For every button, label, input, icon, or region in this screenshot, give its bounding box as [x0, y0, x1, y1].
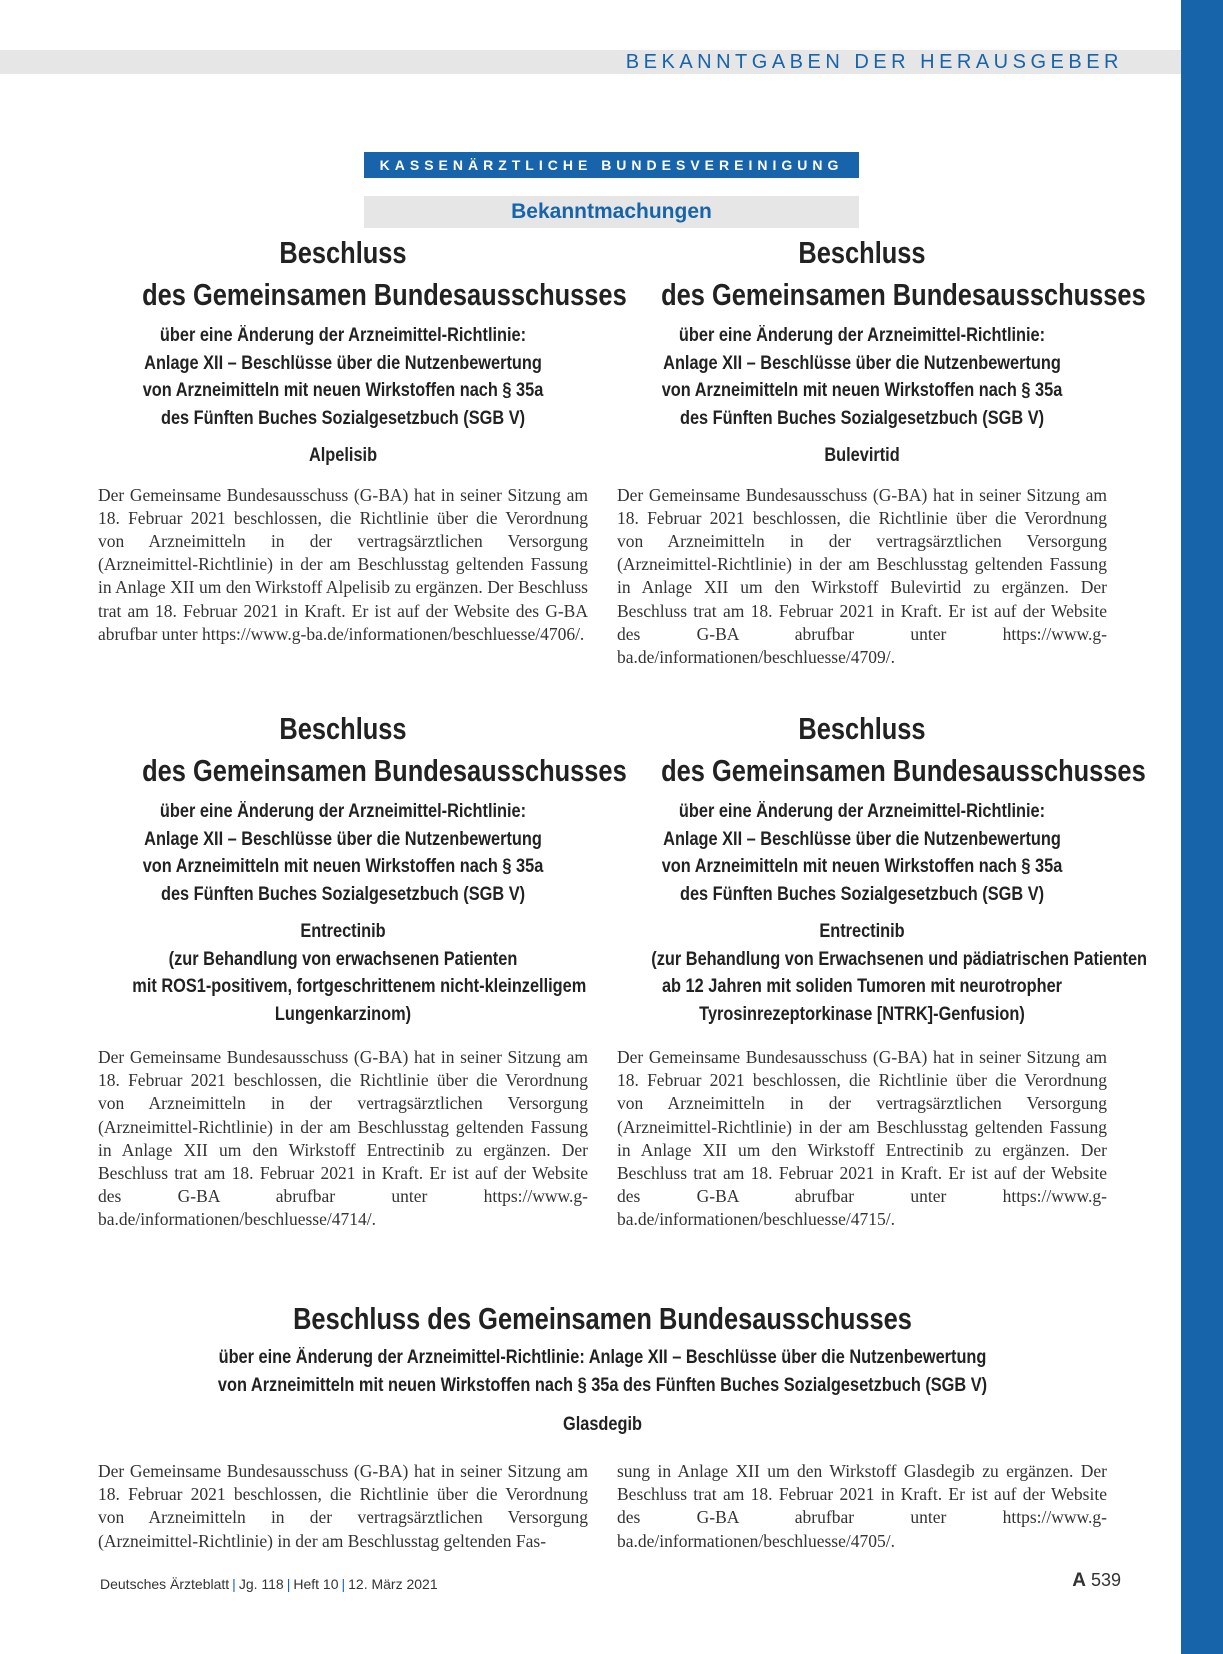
notice-glasdegib [98, 1298, 1107, 1439]
notice-body: Der Gemeinsame Bundesausschuss (G-BA) hat in seiner Sitzung am 18. Februar 2021 beschlossen, die Richtlinie über die Verordnung von Arzneimitteln in der vertragsärztlichen Versorgung (Arzneimittel-Richtlinie) in der am Beschlusstag geltenden Fassung in Anlage XII um den Wirkstoff Entrectinib zu ergänzen. Der Beschluss trat am 18. Februar 2021 in Kraft. Er ist auf der Website des G-BA abrufbar unter https://www.g-ba.de/informationen/beschluesse/4714/. [98, 1047, 588, 1230]
subtitle-line: über eine Änderung der Arzneimittel-Richtlinie: Anlage XII – Beschlüsse über die Nutzenbewertung [218, 1347, 987, 1368]
notice-alpelisib [98, 232, 627, 646]
journal-volume: Jg. 118 [238, 1576, 284, 1592]
page-number-value: 539 [1090, 1570, 1121, 1590]
section-banner: Bekanntmachungen [364, 196, 859, 228]
notice-drug-name [132, 442, 553, 470]
subtitle-line: Anlage XII – Beschlüsse über die Nutzenbewertung [663, 828, 1061, 850]
subtitle-line: Anlage XII – Beschlüsse über die Nutzenbewertung [144, 828, 542, 850]
journal-name: Deutsches Ärzteblatt [100, 1576, 230, 1592]
notice-entrectinib-ntrk [617, 708, 1148, 1232]
notice-subtitle [651, 322, 1072, 432]
notice-body: Der Gemeinsame Bundesausschuss (G-BA) hat in seiner Sitzung am 18. Februar 2021 beschlossen, die Richtlinie über die Verordnung von Arzneimitteln in der vertragsärztlichen Versorgung (Arzneimittel-Richtlinie) in der am Beschlusstag geltenden Fassung in Anlage XII um den Wirkstoff Alpelisib zu ergänzen. Der Beschluss trat am 18. Februar 2021 in Kraft. Er ist auf der Website des G-BA abrufbar unter https://www.g-ba.de/informationen/beschluesse/4706/. [98, 484, 588, 644]
drug-line: (zur Behandlung von Erwachsenen und pädiatrischen Patienten [651, 948, 1148, 970]
notice-drug-name [169, 1411, 1037, 1439]
drug-line: Alpelisib [308, 445, 378, 466]
notice-drug-name [651, 442, 1072, 470]
notice-title-line-1: Beschluss [279, 711, 407, 746]
running-head: BEKANNTGABEN DER HERAUSGEBER [625, 51, 1123, 73]
subtitle-line: von Arzneimitteln mit neuen Wirkstoffen nach § 35a des Fünften Buches Sozialgesetzbuch (SGB V) [217, 1374, 988, 1396]
notice-bulevirtid [617, 232, 1146, 669]
page-prefix: A [1072, 1570, 1086, 1591]
subtitle-line: von Arzneimitteln mit neuen Wirkstoffen nach § 35a [142, 856, 544, 877]
journal-date: 12. März 2021 [348, 1576, 438, 1592]
organization-banner: KASSENÄRZTLICHE BUNDESVEREINIGUNG [364, 152, 859, 178]
drug-line: Bulevirtid [824, 445, 900, 466]
subtitle-line: des Fünften Buches Sozialgesetzbuch (SGB V) [679, 407, 1045, 429]
subtitle-line: Anlage XII – Beschlüsse über die Nutzenbewertung [663, 352, 1061, 374]
notice-entrectinib-ros1 [98, 708, 627, 1232]
notice-title-line-1: Beschluss [279, 235, 407, 270]
notice-title-line-2: des Gemeinsamen Bundesausschusses [661, 277, 1146, 312]
drug-line: mit ROS1-positivem, fortgeschrittenem nicht-kleinzelligem [132, 976, 587, 997]
drug-line: Tyrosinrezeptorkinase [NTRK]-Genfusion) [699, 1003, 1025, 1025]
footer-separator: | [232, 1576, 236, 1592]
subtitle-line: von Arzneimitteln mit neuen Wirkstoffen nach § 35a [142, 380, 544, 401]
notice-body-column-1: Der Gemeinsame Bundesausschuss (G-BA) hat in seiner Sitzung am 18. Februar 2021 beschlossen, die Richtlinie über die Verordnung von Arzneimitteln in der vertragsärztlichen Versorgung (Arzneimittel-Richtlinie) in der am Beschlusstag geltenden Fas- [98, 1461, 588, 1551]
subtitle-line: von Arzneimitteln mit neuen Wirkstoffen nach § 35a [661, 856, 1063, 877]
notice-title-line-2: des Gemeinsamen Bundesausschusses [142, 277, 627, 312]
footer-separator: | [341, 1576, 346, 1592]
subtitle-line: über eine Änderung der Arzneimittel-Richtlinie: [159, 801, 527, 822]
subtitle-line: über eine Änderung der Arzneimittel-Richtlinie: [678, 325, 1046, 346]
page-number [1072, 1570, 1121, 1592]
footer-separator: | [286, 1576, 291, 1592]
subtitle-line: über eine Änderung der Arzneimittel-Richtlinie: [678, 801, 1046, 822]
subtitle-line: des Fünften Buches Sozialgesetzbuch (SGB V) [679, 883, 1045, 905]
subtitle-line: des Fünften Buches Sozialgesetzbuch (SGB V) [160, 407, 526, 429]
notice-drug-name [651, 918, 1148, 1028]
subtitle-line: über eine Änderung der Arzneimittel-Richtlinie: [159, 325, 527, 346]
notice-subtitle [132, 798, 553, 908]
right-edge-bar [1181, 0, 1223, 1654]
journal-footer [100, 1576, 438, 1592]
drug-line: (zur Behandlung von erwachsenen Patienten [168, 948, 518, 970]
notice-body: Der Gemeinsame Bundesausschuss (G-BA) hat in seiner Sitzung am 18. Februar 2021 beschlossen, die Richtlinie über die Verordnung von Arzneimitteln in der vertragsärztlichen Versorgung (Arzneimittel-Richtlinie) in der am Beschlusstag geltenden Fassung in Anlage XII um den Wirkstoff Entrectinib zu ergänzen. Der Beschluss trat am 18. Februar 2021 in Kraft. Er ist auf der Website des G-BA abrufbar unter https://www.g-ba.de/informationen/beschluesse/4715/. [617, 1047, 1107, 1230]
drug-line: Lungenkarzinom) [274, 1003, 412, 1025]
notice-title-line-1: Beschluss [798, 711, 926, 746]
notice-body-column-2: sung in Anlage XII um den Wirkstoff Glasdegib zu ergänzen. Der Beschluss trat am 18. Februar 2021 in Kraft. Er ist auf der Website des G-BA abrufbar unter https://www.g-ba.de/informationen/beschluesse/4705/. [617, 1461, 1107, 1551]
notice-subtitle [651, 798, 1072, 908]
drug-line: Entrectinib [300, 921, 386, 942]
drug-line: ab 12 Jahren mit soliden Tumoren mit neurotropher [661, 976, 1063, 997]
notice-body: Der Gemeinsame Bundesausschuss (G-BA) hat in seiner Sitzung am 18. Februar 2021 beschlossen, die Richtlinie über die Verordnung von Arzneimitteln in der vertragsärztlichen Versorgung (Arzneimittel-Richtlinie) in der am Beschlusstag geltenden Fassung in Anlage XII um den Wirkstoff Bulevirtid zu ergänzen. Der Beschluss trat am 18. Februar 2021 in Kraft. Er ist auf der Website des G-BA abrufbar unter https://www.g-ba.de/informationen/beschluesse/4709/. [617, 484, 1107, 667]
drug-line: Glasdegib [562, 1414, 642, 1435]
subtitle-line: Anlage XII – Beschlüsse über die Nutzenbewertung [144, 352, 542, 374]
drug-line: Entrectinib [819, 921, 905, 942]
notice-title-line-2: des Gemeinsamen Bundesausschusses [142, 753, 627, 788]
notice-drug-name [132, 918, 587, 1028]
notice-subtitle [169, 1344, 1037, 1399]
subtitle-line: des Fünften Buches Sozialgesetzbuch (SGB V) [160, 883, 526, 905]
notice-subtitle [132, 322, 553, 432]
notice-title-line-1: Beschluss [798, 235, 926, 270]
subtitle-line: von Arzneimitteln mit neuen Wirkstoffen nach § 35a [661, 380, 1063, 401]
notice-title-line-2: des Gemeinsamen Bundesausschusses [661, 753, 1146, 788]
notice-title: Beschluss des Gemeinsamen Bundesausschusses [293, 1301, 912, 1336]
journal-issue: Heft 10 [293, 1576, 339, 1592]
